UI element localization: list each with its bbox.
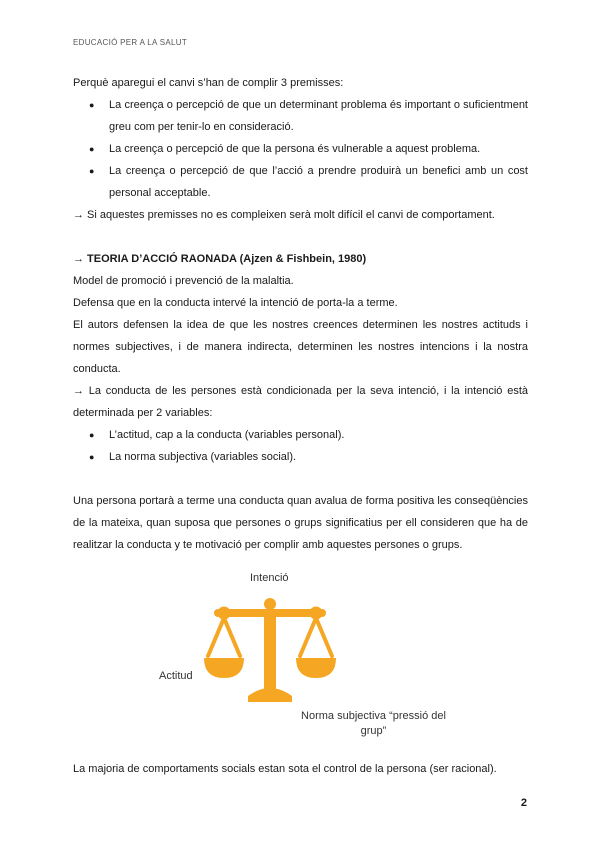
- conclusion-paragraph: → Si aquestes premisses no es compleixen serà molt difícil el canvi de comportament.: [73, 209, 495, 221]
- balance-scale-icon: [200, 592, 340, 710]
- paragraph: Una persona portarà a terme una conducta quan avalua de forma positiva les conseqüències de la mateixa, quan suposa que persones o grups significatius per ell consideren que ha de realitzar la conducta y te motivació per complir amb aquestes persones o grups.: [73, 495, 528, 551]
- final-paragraph: La majoria de comportaments socials estan sota el control de la persona (ser racional).: [73, 763, 497, 775]
- list-item: ● La creença o percepció de que un determinant problema és important o suficientment greu com per tenir-lo en consideració.: [109, 94, 528, 138]
- variables-list: [73, 424, 528, 468]
- paragraph: Model de promoció i prevenció de la malaltia.: [73, 275, 294, 287]
- list-item: ● La creença o percepció de que l’acció a prendre produirà un benefici amb un cost personal acceptable.: [109, 160, 528, 204]
- attitude-label: Actitud: [159, 670, 193, 682]
- list-item: ● La creença o percepció de que la persona és vulnerable a aquest problema.: [109, 138, 528, 160]
- spacer: [73, 226, 528, 248]
- page-header: EDUCACIÓ PER A LA SALUT: [73, 38, 188, 47]
- subjective-norm-label: Norma subjectiva “pressió del grup”: [301, 710, 446, 737]
- premisses-list: [73, 94, 528, 204]
- document-body: [73, 72, 528, 556]
- section-heading: → TEORIA D’ACCIÓ RAONADA (Ajzen & Fishbein, 1980): [73, 253, 367, 265]
- list-item: ● L’actitud, cap a la conducta (variables personal).: [109, 424, 528, 446]
- paragraph: El autors defensen la idea de que les nostres creences determinen les nostres actituds i normes subjectives, i de manera indirecta, determinen les nostres intencions i la nostra conducta.: [73, 319, 528, 375]
- intention-label: Intenció: [250, 572, 289, 584]
- paragraph: Defensa que en la conducta intervé la intenció de porta-la a terme.: [73, 297, 398, 309]
- list-item: ● La norma subjectiva (variables social).: [109, 446, 528, 468]
- spacer: [73, 468, 528, 490]
- intro-paragraph: Perquè aparegui el canvi s’han de complir 3 premisses:: [73, 77, 344, 89]
- paragraph: → La conducta de les persones està condicionada per la seva intenció, i la intenció està determinada per 2 variables:: [73, 385, 528, 419]
- page-number: 2: [520, 797, 527, 809]
